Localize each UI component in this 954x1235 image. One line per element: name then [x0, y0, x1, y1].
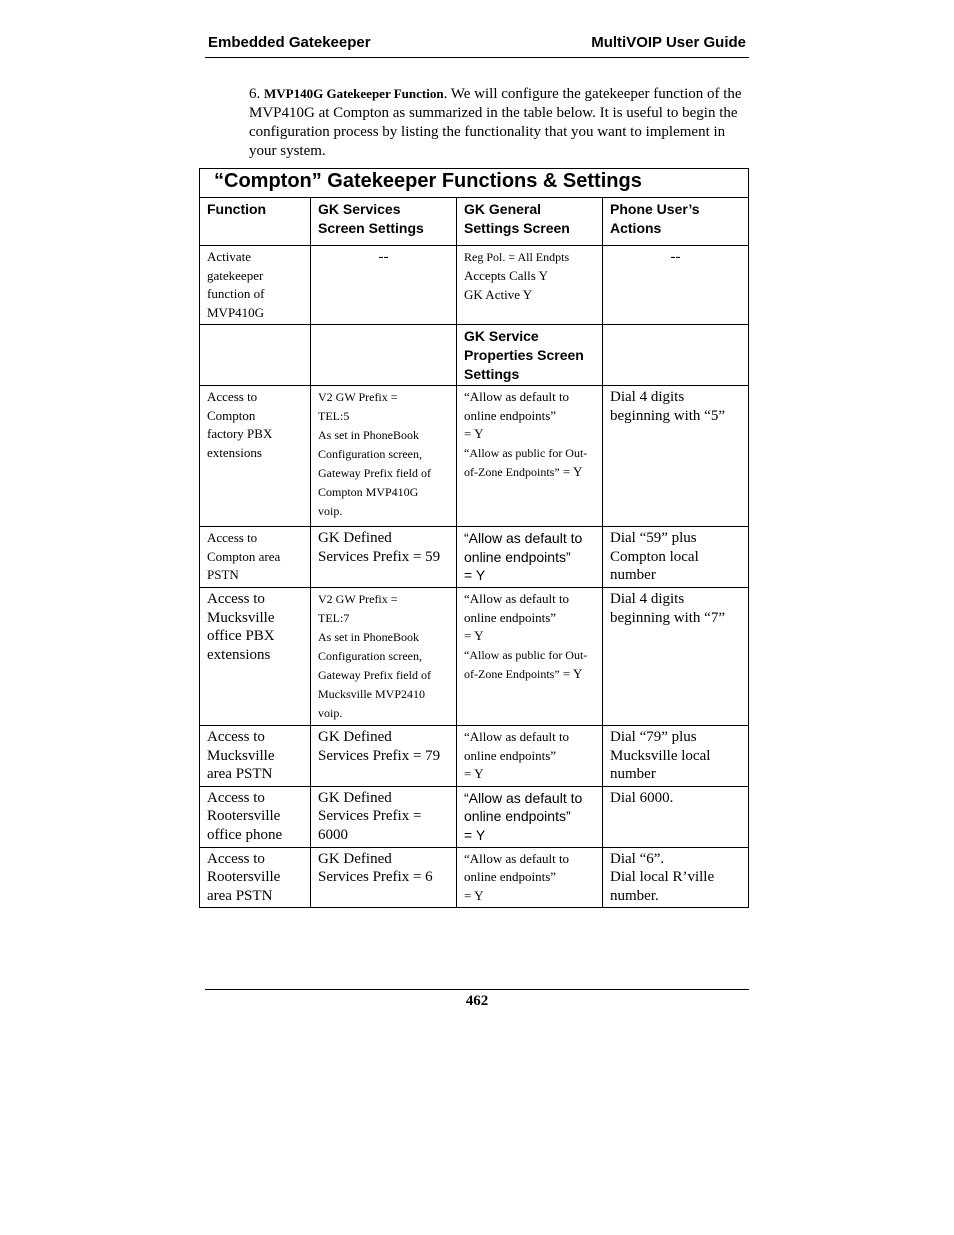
- text-line: --: [670, 249, 681, 265]
- table-row: [200, 246, 749, 325]
- text-line: = Y: [559, 665, 583, 681]
- cell-gk-services: [311, 587, 457, 725]
- text-line: Activate: [207, 249, 252, 264]
- intro-paragraph: [249, 84, 749, 161]
- table-caption-row: [200, 169, 749, 198]
- text-line: “Allow as default to: [464, 789, 583, 806]
- text-line: = Y: [464, 887, 484, 903]
- header-function: Function: [200, 198, 311, 246]
- text-line: office phone: [207, 826, 283, 843]
- text-line: Rootersville: [207, 869, 281, 886]
- page-number: 462: [465, 993, 489, 1009]
- text-line: Dial “6”.: [610, 850, 665, 867]
- text-line: V2 GW Prefix =: [318, 390, 398, 405]
- text-line: Mucksville: [207, 609, 275, 626]
- intro-step-title: MVP140G Gatekeeper Function: [264, 86, 444, 101]
- cell-gk-services: [311, 386, 457, 527]
- cell-function: [200, 527, 311, 588]
- text-line: As set in PhoneBook: [318, 428, 420, 443]
- cell-function: [200, 847, 311, 908]
- text-line: MVP410G: [207, 304, 265, 320]
- header-section-title: Embedded Gatekeeper: [208, 34, 371, 51]
- text-line: 6000: [318, 826, 348, 843]
- text-line: beginning with “7”: [610, 609, 725, 626]
- cell-gk-general: [457, 246, 603, 325]
- text-line: GK Active Y: [464, 286, 533, 302]
- text-line: GK Defined: [318, 728, 392, 745]
- text-line: Access to: [207, 789, 265, 806]
- text-line: TEL:7: [318, 610, 350, 625]
- header-gk-services: GK Services Screen Settings: [311, 198, 457, 246]
- text-line: Dial local R’ville: [610, 869, 715, 886]
- table-row: [200, 527, 749, 588]
- text-line: online endpoints”: [464, 747, 557, 763]
- text-line: number.: [610, 887, 659, 904]
- cell-function: [200, 725, 311, 786]
- text-line: office PBX: [207, 628, 275, 645]
- table-caption: “Compton” Gatekeeper Functions & Settings: [200, 169, 749, 198]
- cell-gk-services: [311, 847, 457, 908]
- table-row: [200, 587, 749, 725]
- text-line: PSTN: [207, 567, 239, 583]
- text-line: Services Prefix =: [318, 808, 422, 825]
- text-line: Dial 4 digits: [610, 590, 685, 607]
- table-subheader-row: [200, 325, 749, 386]
- text-line: of-Zone Endpoints”: [464, 666, 560, 681]
- text-line: GK Defined: [318, 530, 392, 547]
- intro-number: 6.: [249, 86, 261, 102]
- gatekeeper-settings-table: [199, 168, 749, 908]
- cell-phone-actions: [603, 246, 749, 325]
- cell-function: [200, 386, 311, 527]
- cell-phone-actions: [603, 847, 749, 908]
- text-line: Gateway Prefix field of: [318, 667, 431, 682]
- cell-phone-actions: [603, 527, 749, 588]
- header-gk-general: GK General Settings Screen: [457, 198, 603, 246]
- text-line: As set in PhoneBook: [318, 629, 420, 644]
- text-line: Dial 4 digits: [610, 389, 685, 406]
- text-line: “Allow as public for Out-: [464, 647, 588, 662]
- cell-gk-general: [457, 725, 603, 786]
- cell-gk-general: [457, 527, 603, 588]
- text-line: extensions: [207, 646, 271, 663]
- text-line: online endpoints”: [464, 548, 571, 565]
- cell-empty: [311, 325, 457, 386]
- cell-gk-general: [457, 587, 603, 725]
- page-footer: [205, 989, 749, 1010]
- text-line: Dial “79” plus: [610, 728, 697, 745]
- text-line: “Allow as default to: [464, 590, 570, 606]
- cell-gk-services: [311, 725, 457, 786]
- text-line: Access to: [207, 850, 265, 867]
- cell-phone-actions: [603, 725, 749, 786]
- table-row: [200, 847, 749, 908]
- text-line: “Allow as default to: [464, 389, 570, 405]
- cell-gk-general: [457, 847, 603, 908]
- text-line: area PSTN: [207, 887, 273, 904]
- cell-phone-actions: [603, 587, 749, 725]
- cell-gk-services: [311, 527, 457, 588]
- text-line: --: [378, 249, 389, 265]
- text-line: number: [610, 567, 656, 584]
- cell-empty: [603, 325, 749, 386]
- table-row: [200, 786, 749, 847]
- text-line: Mucksville: [207, 747, 275, 764]
- header-guide-title: MultiVOIP User Guide: [591, 34, 746, 51]
- text-line: V2 GW Prefix =: [318, 591, 398, 606]
- text-line: Compton MVP410G: [318, 485, 419, 500]
- text-line: online endpoints”: [464, 869, 557, 885]
- cell-function: [200, 786, 311, 847]
- text-line: function of: [207, 286, 265, 302]
- text-line: gatekeeper: [207, 267, 264, 283]
- text-line: Compton area: [207, 548, 281, 564]
- text-line: Compton: [207, 407, 256, 423]
- text-line: Services Prefix = 79: [318, 747, 441, 764]
- text-line: Dial “59” plus: [610, 530, 697, 547]
- text-line: “Allow as public for Out-: [464, 445, 588, 460]
- text-line: = Y: [464, 567, 486, 584]
- cell-empty: [200, 325, 311, 386]
- text-line: online endpoints”: [464, 609, 557, 625]
- header-phone-actions: Phone User’s Actions: [603, 198, 749, 246]
- text-line: online endpoints”: [464, 808, 571, 825]
- text-line: GK Defined: [318, 789, 392, 806]
- text-line: TEL:5: [318, 409, 350, 424]
- cell-function: [200, 587, 311, 725]
- text-line: Dial 6000.: [610, 789, 674, 806]
- text-line: extensions: [207, 444, 262, 460]
- text-line: “Allow as default to: [464, 728, 570, 744]
- text-line: Configuration screen,: [318, 648, 422, 663]
- cell-phone-actions: [603, 386, 749, 527]
- cell-gk-services: [311, 786, 457, 847]
- text-line: beginning with “5”: [610, 407, 725, 424]
- cell-gk-general: [457, 386, 603, 527]
- text-line: = Y: [464, 826, 486, 843]
- intro-text: . We will configure the gatekeeper function of the MVP410G at Compton as summarized in the table below. It is useful to begin the configuration process by listing the functionality that you want to implement in your system.: [249, 86, 742, 159]
- text-line: Services Prefix = 59: [318, 548, 441, 565]
- text-line: number: [610, 766, 656, 783]
- text-line: Access to: [207, 389, 258, 405]
- text-line: Mucksville MVP2410: [318, 686, 426, 701]
- text-line: Services Prefix = 6: [318, 869, 433, 886]
- cell-gk-services: [311, 246, 457, 325]
- table-row: [200, 725, 749, 786]
- table-header-row: [200, 198, 749, 246]
- text-line: Mucksville local: [610, 747, 711, 764]
- text-line: = Y: [464, 426, 484, 442]
- text-line: Gateway Prefix field of: [318, 466, 431, 481]
- text-line: Accepts Calls Y: [464, 268, 548, 283]
- text-line: Reg Pol. = All Endpts: [464, 250, 570, 264]
- subheader-gk-service-properties: GK Service Properties Screen Settings: [457, 325, 603, 386]
- text-line: Compton local: [610, 548, 699, 565]
- text-line: Rootersville: [207, 808, 281, 825]
- text-line: “Allow as default to: [464, 530, 583, 547]
- text-line: factory PBX: [207, 426, 273, 442]
- text-line: voip.: [318, 504, 343, 519]
- text-line: Access to: [207, 728, 265, 745]
- text-line: voip.: [318, 705, 343, 720]
- table-row: [200, 386, 749, 527]
- page-header: [205, 33, 749, 58]
- cell-gk-general: [457, 786, 603, 847]
- text-line: Access to: [207, 530, 258, 546]
- text-line: = Y: [464, 766, 484, 782]
- text-line: online endpoints”: [464, 407, 557, 423]
- text-line: GK Defined: [318, 850, 392, 867]
- text-line: = Y: [464, 628, 484, 644]
- text-line: area PSTN: [207, 766, 273, 783]
- cell-function: [200, 246, 311, 325]
- cell-phone-actions: [603, 786, 749, 847]
- text-line: Access to: [207, 590, 265, 607]
- text-line: = Y: [559, 463, 583, 479]
- text-line: “Allow as default to: [464, 850, 570, 866]
- text-line: Configuration screen,: [318, 447, 422, 462]
- text-line: of-Zone Endpoints”: [464, 464, 560, 479]
